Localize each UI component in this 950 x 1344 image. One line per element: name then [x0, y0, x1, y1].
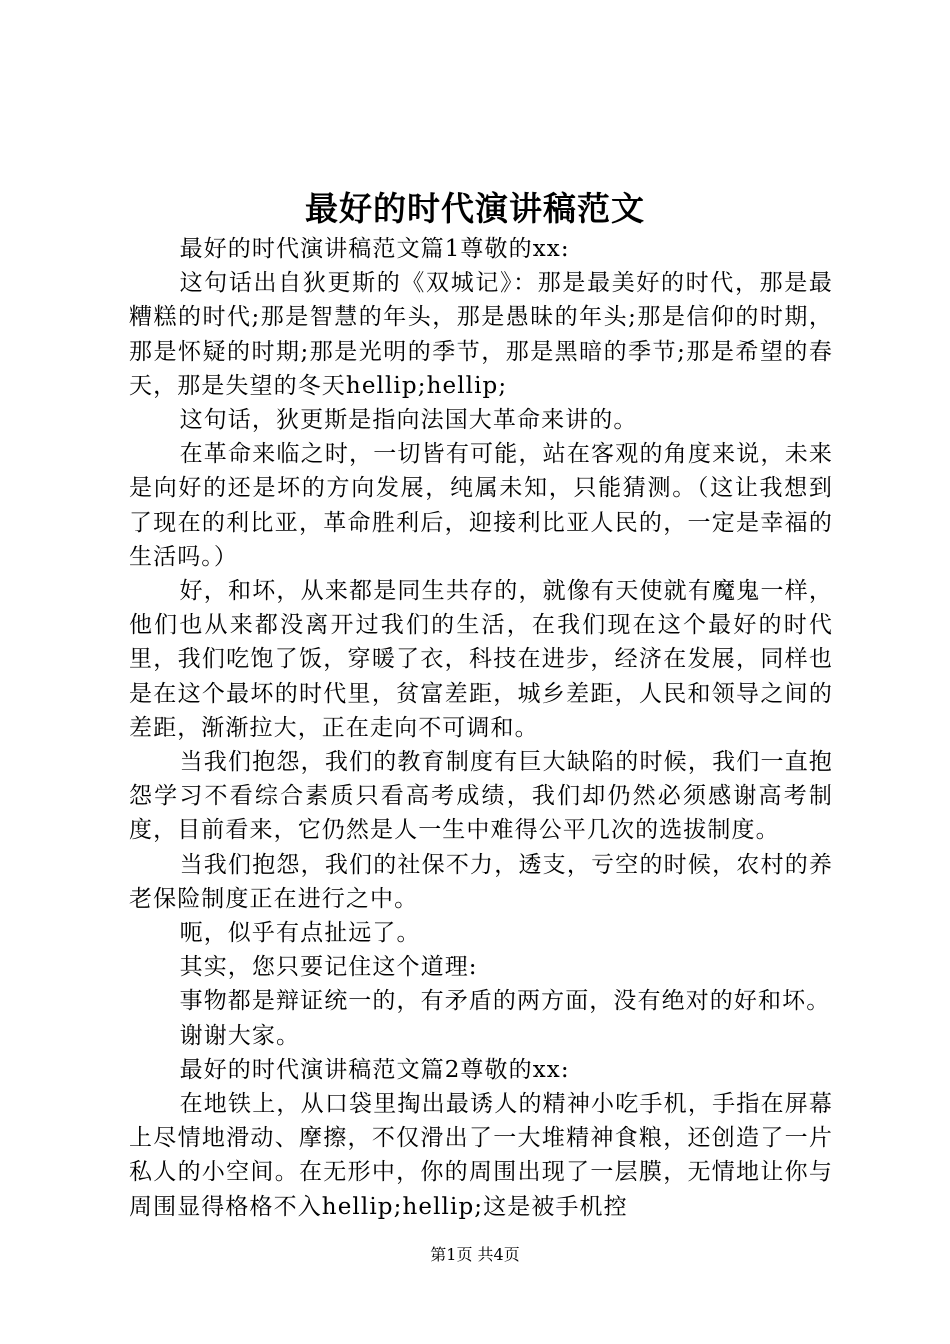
paragraph: 当我们抱怨，我们的社保不力，透支，亏空的时候，农村的养老保险制度正在进行之中。 [129, 851, 833, 912]
paragraph: 在革命来临之时，一切皆有可能，站在客观的角度来说，未来是向好的还是坏的方向发展，纯属未知，只能猜测。（这让我想到了现在的利比亚，革命胜利后，迎接利比亚人民的，一定是幸福的生活吗。） [129, 441, 833, 570]
document-title: 最好的时代演讲稿范文 [305, 189, 645, 228]
paragraph: 在地铁上，从口袋里掏出最诱人的精神小吃手机，手指在屏幕上尽情地滑动、摩擦，不仅滑出了一大堆精神食粮，还创造了一片私人的小空间。在无形中，你的周围出现了一层膜，无情地让你与周围显得格格不入hellip;hellip;这是被手机控 [129, 1091, 833, 1220]
document-body [129, 232, 833, 1224]
page-footer: 第1页 共4页 [430, 1245, 520, 1264]
paragraph: 谢谢大家。 [179, 1022, 301, 1049]
paragraph: 最好的时代演讲稿范文篇2尊敬的xx: [179, 1056, 570, 1083]
paragraph: 最好的时代演讲稿范文篇1尊敬的xx: [179, 236, 570, 262]
paragraph: 当我们抱怨，我们的教育制度有巨大缺陷的时候，我们一直抱怨学习不看综合素质只看高考成绩，我们却仍然必须感谢高考制度，目前看来，它仍然是人一生中难得公平几次的选拔制度。 [129, 749, 833, 844]
paragraph: 事物都是辩证统一的，有矛盾的两方面，没有绝对的好和坏。 [179, 988, 831, 1015]
paragraph: 好，和坏，从来都是同生共存的，就像有天使就有魔鬼一样，他们也从来都没离开过我们的生活，在我们现在这个最好的时代里，我们吃饱了饭，穿暖了衣，科技在进步，经济在发展，同样也是在这个最坏的时代里，贫富差距，城乡差距，人民和领导之间的差距，渐渐拉大，正在走向不可调和。 [129, 578, 833, 741]
paragraph: 这句话，狄更斯是指向法国大革命来讲的。 [179, 407, 638, 434]
paragraph: 这句话出自狄更斯的《双城记》：那是最美好的时代，那是最糟糕的时代;那是智慧的年头，那是愚昧的年头;那是信仰的时期，那是怀疑的时期;那是光明的季节，那是黑暗的季节;那是希望的春天，那是失望的冬天hellip;hellip; [129, 270, 833, 399]
paragraph: 呃，似乎有点扯远了。 [179, 920, 421, 947]
paragraph: 其实，您只要记住这个道理: [179, 954, 478, 981]
